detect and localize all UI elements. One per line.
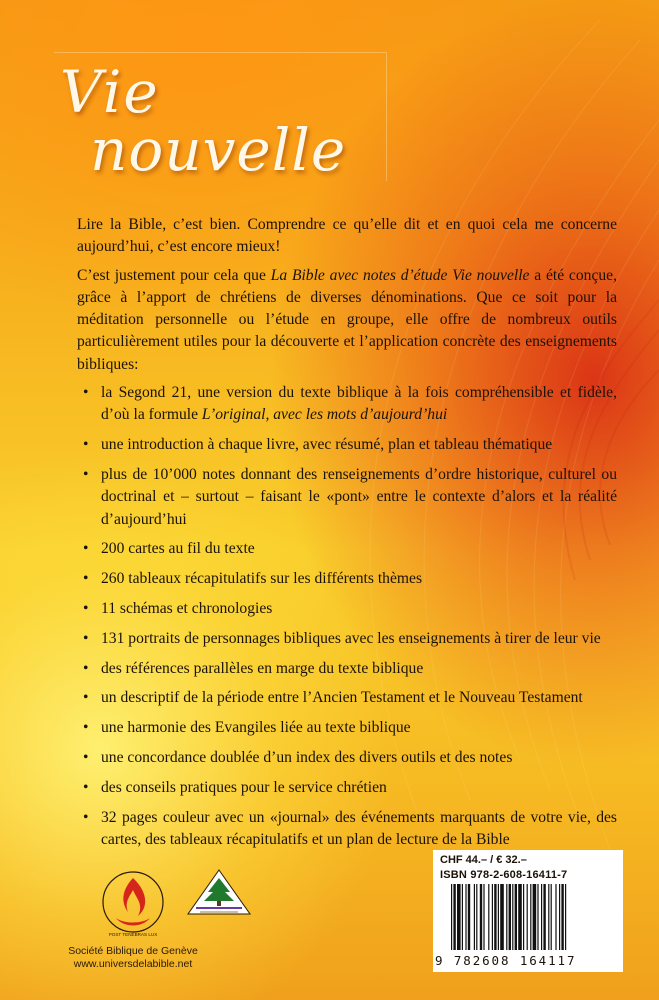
list-item (77, 777, 617, 799)
price-label: CHF 44.– / € 32.– (440, 854, 527, 866)
bullet-icon: • (83, 689, 89, 707)
para2-book-name: La Bible avec notes d’étude Vie nouvelle (270, 266, 530, 284)
list-item (77, 598, 617, 620)
list-item-text: une harmonie des Evangiles liée au texte biblique (101, 719, 411, 737)
list-item (77, 538, 617, 560)
bullet-icon: • (83, 465, 89, 483)
list-item-text: 131 portraits de personnages bibliques avec les enseignements à tirer de leur vie (101, 629, 601, 647)
list-item-text: plus de 10’000 notes donnant des renseignements d’ordre historique, culturel ou doctrinal et – surtout – faisant le «pont» entre le contexte d’alors et la réalité d’aujourd’hui (101, 465, 617, 528)
list-item-text: des références parallèles en marge du texte biblique (101, 659, 424, 677)
list-item (77, 747, 617, 769)
list-item-italic: L’original, avec les mots d’aujourd’hui (201, 406, 448, 424)
list-item (77, 434, 617, 456)
bullet-icon: • (83, 599, 89, 617)
list-item (77, 382, 617, 427)
publisher-name: Société Biblique de Genève (68, 945, 198, 957)
bullet-icon: • (83, 570, 89, 588)
bullet-icon: • (83, 659, 89, 677)
list-item (77, 687, 617, 709)
description-text (77, 214, 617, 859)
title-line-2: nouvelle (90, 116, 347, 184)
list-item-text: 11 schémas et chronologies (101, 599, 273, 617)
bullet-icon: • (83, 540, 89, 558)
title-line-1: Vie (60, 58, 160, 126)
list-item-text: des conseils pratiques pour le service chrétien (101, 778, 387, 796)
para2-before: C’est justement pour cela que (77, 266, 271, 284)
description-paragraph (77, 265, 617, 376)
list-item (77, 568, 617, 590)
list-item (77, 658, 617, 680)
bullet-icon: • (83, 808, 89, 826)
list-item-text: la Segond 21, une version du texte biblique à la fois compréhensible et fidèle, d’où la formule (101, 384, 617, 424)
barcode-digits: 9 782608 164117 (435, 953, 577, 968)
para2-after: a été conçue, grâce à l’apport de chrétiens de diverses dénominations. Que ce soit pour la méditation personnelle ou l’étude en groupe, elle offre de nombreux outils particulièrement utiles pour la découverte et l’application concrète des enseignements bibliques: (77, 266, 617, 373)
isbn-label: ISBN 978-2-608-16411-7 (440, 869, 568, 881)
bullet-icon: • (83, 384, 89, 402)
publisher-url: www.universdelabible.net (73, 958, 193, 970)
list-item-text: 200 cartes au fil du texte (101, 540, 255, 558)
bullet-icon: • (83, 719, 89, 737)
list-item-text: une concordance doublée d’un index des divers outils et des notes (101, 748, 513, 766)
bullet-icon: • (83, 778, 89, 796)
bullet-icon: • (83, 436, 89, 454)
list-item (77, 807, 617, 852)
features-list (77, 382, 617, 851)
bullet-icon: • (83, 629, 89, 647)
list-item (77, 717, 617, 739)
list-item-text: 260 tableaux récapitulatifs sur les différents thèmes (101, 570, 423, 588)
publisher-motto: POST TENEBRAS LUX (108, 932, 158, 937)
barcode-label (433, 850, 623, 972)
list-item-text: une introduction à chaque livre, avec résumé, plan et tableau thématique (101, 436, 553, 454)
list-item-text: un descriptif de la période entre l’Ancien Testament et le Nouveau Testament (101, 689, 583, 707)
tree-icon (186, 868, 252, 918)
book-title (56, 58, 386, 188)
list-item (77, 628, 617, 650)
tree-logo (186, 868, 252, 923)
list-item-text: 32 pages couleur avec un «journal» des événements marquants de votre vie, des cartes, des tableaux récapitulatifs et un plan de lecture de la Bible (101, 808, 617, 848)
barcode-icon (439, 884, 617, 954)
list-item (77, 464, 617, 531)
intro-paragraph: Lire la Bible, c’est bien. Comprendre ce qu’elle dit et en quoi cela me concerne aujourd’hui, c’est encore mieux! (77, 216, 617, 256)
bullet-icon: • (83, 748, 89, 766)
